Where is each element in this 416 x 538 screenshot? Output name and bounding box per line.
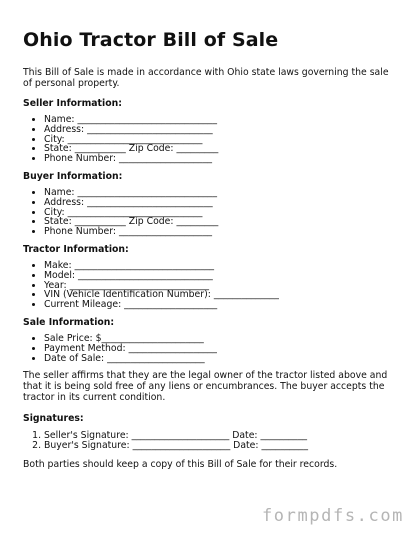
buyer-fields — [23, 188, 394, 237]
seller-fields — [23, 115, 394, 164]
closing-note: Both parties should keep a copy of this Bill of Sale for their records. — [23, 458, 338, 470]
document-title: Ohio Tractor Bill of Sale — [23, 29, 279, 51]
seller-address-field: • Address: ___________________________ — [44, 125, 394, 135]
signatures-heading: Signatures: — [23, 413, 84, 425]
payment-method-field: • Payment Method: ___________________ — [44, 344, 394, 354]
buyer-phone-field: • Phone Number: ____________________ — [44, 227, 394, 237]
intro-paragraph: This Bill of Sale is made in accordance with Ohio state laws governing the sale of personal property. — [23, 67, 389, 89]
seller-phone-field: • Phone Number: ____________________ — [44, 154, 394, 164]
buyer-address-field: • Address: ___________________________ — [44, 198, 394, 208]
sale-price-field: • Sale Price: $______________________ — [44, 334, 394, 344]
ownership-statement: The seller affirms that they are the legal owner of the tractor listed above and that it is being sold free of any liens or encumbrances. The buyer accepts the tractor in its current condition. — [23, 370, 388, 404]
buyer-name-field: • Name: ______________________________ — [44, 188, 394, 198]
sale-date-field: • Date of Sale: _____________________ — [44, 354, 394, 364]
buyer-heading: Buyer Information: — [23, 170, 123, 182]
tractor-model-field: • Model: _____________________________ — [44, 271, 394, 281]
tractor-vin-field: • VIN (Vehicle Identification Number): ______________ — [44, 290, 394, 300]
seller-city-field: • City: _____________________________ — [44, 135, 394, 145]
tractor-mileage-field: • Current Mileage: ____________________ — [44, 300, 394, 310]
tractor-fields — [23, 261, 394, 310]
seller-state-zip-field: • State: ___________ Zip Code: _________ — [44, 144, 394, 154]
tractor-year-field: • Year: ______________________________ — [44, 281, 394, 291]
watermark-text: formpdfs.com — [261, 506, 404, 526]
tractor-heading: Tractor Information: — [23, 243, 129, 255]
tractor-make-field: • Make: ______________________________ — [44, 261, 394, 271]
seller-heading: Seller Information: — [23, 98, 122, 109]
buyer-state-zip-field: • State: ___________ Zip Code: _________ — [44, 217, 394, 227]
sale-heading: Sale Information: — [23, 316, 115, 328]
buyer-city-field: • City: _____________________________ — [44, 208, 394, 218]
seller-name-field: • Name: ______________________________ — [44, 115, 394, 125]
signature-lines — [23, 431, 394, 451]
buyer-signature-line: 2. Buyer's Signature: _____________________ Date: __________ — [44, 441, 394, 451]
seller-signature-line: 1. Seller's Signature: _____________________ Date: __________ — [44, 431, 394, 441]
sale-fields — [23, 334, 394, 363]
